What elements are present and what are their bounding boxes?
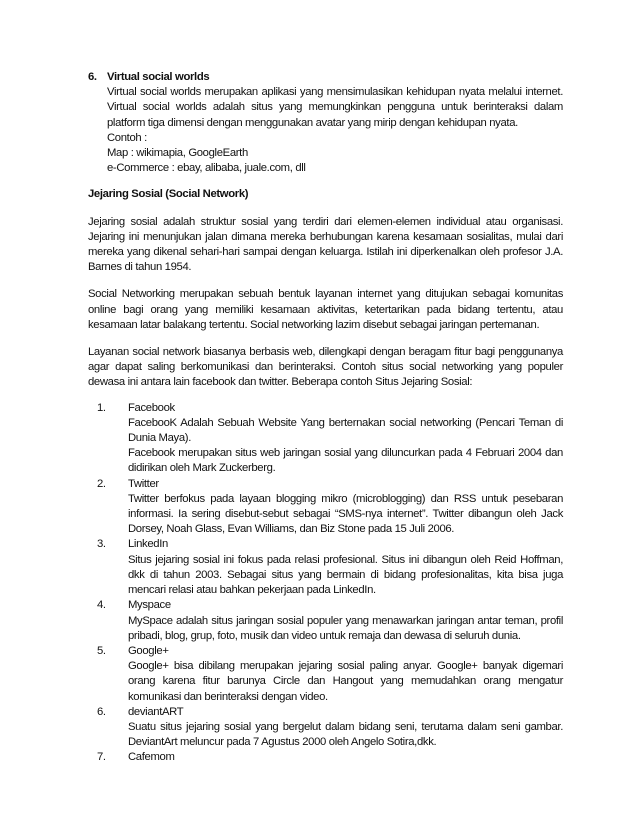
social-sites-list	[88, 401, 563, 766]
list-item	[88, 644, 563, 705]
section-6-body	[107, 85, 563, 176]
section-6-heading	[88, 70, 563, 85]
social-network-heading: Jejaring Sosial (Social Network)	[88, 188, 249, 201]
paragraph-definition: Jejaring sosial adalah struktur sosial yang terdiri dari elemen-elemen individual atau organisasi. Jejaring ini menunjukan jalan dimana mereka berhubungan karena kesamaan sosialitas, mulai dari mereka yang dikenal sehari-hari sampai dengan keluarga. Istilah ini diperkenalkan oleh profesor J.A. Barnes di tahun 1954.	[88, 215, 563, 274]
document-page	[88, 70, 563, 766]
list-item-text: MySpace adalah situs jaringan sosial populer yang menawarkan jaringan antar teman, profil pribadi, blog, grup, foto, musik dan video untuk remaja dan dewasa di seluruh dunia.	[128, 614, 563, 642]
list-item-number: 7.	[97, 751, 106, 764]
section-6-description: Virtual social worlds merupakan aplikasi yang mensimulasikan kehidupan nyata melalui internet. Virtual social worlds adalah situs yang memungkinkan pengguna untuk berinteraksi dalam platform tiga dimensi dengan menggunakan avatar yang mirip dengan kehidupan nyata.	[107, 86, 563, 129]
list-item-text: Facebook merupakan situs web jaringan sosial yang diluncurkan pada 4 Februari 2004 dan didirikan oleh Mark Zuckerberg.	[128, 447, 563, 475]
list-item-number: 1.	[97, 401, 106, 414]
paragraph-layanan: Layanan social network biasanya berbasis web, dilengkapi dengan beragam fitur bagi penggunanya agar dapat saling berkomunikasi dan berinteraksi. Contoh situs social networking yang populer dewasa ini antara lain facebook dan twitter. Beberapa contoh Situs Jejaring Sosial:	[88, 346, 563, 389]
list-item-text: Situs jejaring sosial ini fokus pada relasi profesional. Situs ini dibangun oleh Reid Hoffman, dkk di tahun 2003. Sebagai situs yang bermain di bidang profesionalitas, kita bisa juga mencari relasi atau bahkan pekerjaan pada LinkedIn.	[128, 553, 563, 597]
section-6-example-ecommerce: e-Commerce : ebay, alibaba, juale.com, dll	[107, 162, 306, 175]
list-item-number: 6.	[97, 705, 106, 718]
list-item-title: Facebook	[128, 401, 175, 414]
list-item-text: Google+ bisa dibilang merupakan jejaring sosial paling anyar. Google+ banyak digemari orang karena fitur barunya Circle dan Hangout yang memudahkan orang mengatur komunikasi dan berinteraksi dengan video.	[128, 660, 563, 703]
section-6-example-label: Contoh :	[107, 131, 147, 144]
list-item-title: Myspace	[128, 599, 171, 612]
list-item	[88, 401, 563, 477]
list-item-title: LinkedIn	[128, 538, 168, 551]
list-item-number: 3.	[97, 538, 106, 551]
list-item-text: Twitter berfokus pada layaan blogging mikro (microblogging) dan RSS untuk pesebaran informasi. Ia sering disebut-sebut sebagai “SMS-nya internet”. Twitter dibangun oleh Jack Dorsey, Noah Glass, Evan Williams, dan Biz Stone pada 15 Juli 2006.	[128, 492, 563, 536]
list-item-number: 4.	[97, 599, 106, 612]
list-item	[88, 705, 563, 751]
list-item	[88, 477, 563, 538]
section-6-example-map: Map : wikimapia, GoogleEarth	[107, 147, 248, 160]
list-item-number: 2.	[97, 477, 106, 490]
list-item-title: Google+	[128, 644, 169, 657]
paragraph-social-networking: Social Networking merupakan sebuah bentuk layanan internet yang ditujukan sebagai komunitas online bagi orang yang memiliki kesamaan aktivitas, ketertarikan pada bidang tertentu, atau kesamaan latar balakang tertentu. Social networking lazim disebut sebagai jaringan pertemanan.	[88, 288, 563, 331]
list-item	[88, 537, 563, 598]
list-item-text: Suatu situs jejaring sosial yang bergelut dalam bidang seni, terutama dalam seni gambar. DeviantArt meluncur pada 7 Agustus 2000 oleh Angelo Sotira,dkk.	[128, 720, 563, 749]
section-6-title: Virtual social worlds	[107, 71, 210, 83]
list-item-title: Cafemom	[128, 751, 175, 764]
list-item-title: Twitter	[128, 477, 159, 490]
list-item-number: 5.	[97, 644, 106, 657]
list-item	[88, 750, 563, 765]
list-item-title: deviantART	[128, 705, 184, 718]
list-item	[88, 598, 563, 644]
list-item-text: FacebooK Adalah Sebuah Website Yang berternakan social networking (Pencari Teman di Dunia Maya).	[128, 416, 563, 445]
section-6-number: 6.	[88, 71, 97, 83]
